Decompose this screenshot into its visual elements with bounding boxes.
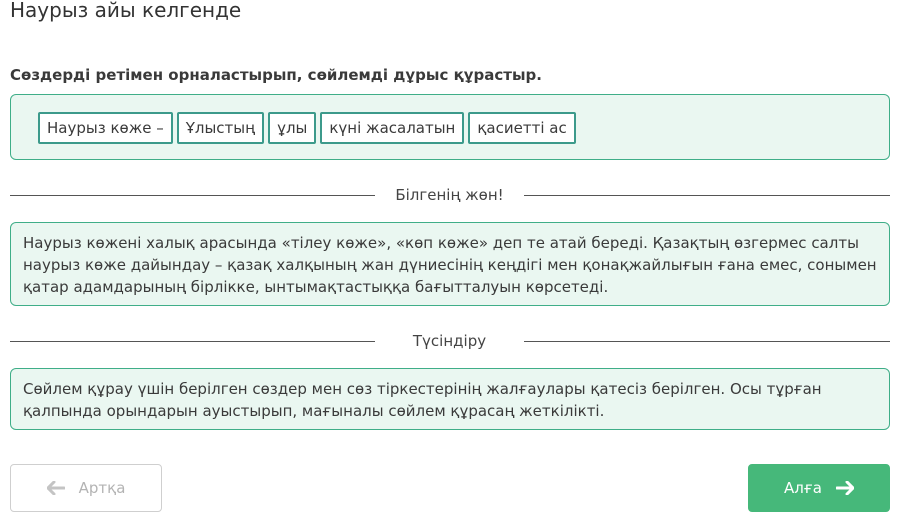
word-chip[interactable]: ұлы <box>268 112 316 144</box>
knowledge-heading: Білгенің жөн! <box>395 186 504 204</box>
arrow-right-icon <box>836 481 854 495</box>
word-chip[interactable]: Ұлыстың <box>177 112 264 144</box>
back-button[interactable] <box>10 464 162 512</box>
divider-line <box>10 341 375 342</box>
next-button[interactable] <box>748 464 890 512</box>
explanation-divider <box>10 332 890 352</box>
divider-line <box>524 195 890 196</box>
word-chip[interactable]: күні жасалатын <box>320 112 464 144</box>
arrow-left-icon <box>47 481 65 495</box>
page-title: Наурыз айы келгенде <box>10 0 242 22</box>
explanation-heading: Түсіндіру <box>412 332 487 350</box>
knowledge-box: Наурыз көжені халық арасында «тілеу көже», «көп көже» деп те атай береді. Қазақтың өзгермес салты наурыз көже дайындау – қазақ халқының жан дүниесінің кеңдігі мен қонақжайлығын ғана емес, сонымен қатар адамдарының бірлікке, ынтымақтастыққа бағытталуын көрсетеді. <box>10 222 890 306</box>
divider-line <box>10 195 375 196</box>
word-chip[interactable]: қасиетті ас <box>468 112 575 144</box>
word-chip[interactable]: Наурыз көже – <box>38 112 173 144</box>
divider-line <box>524 341 890 342</box>
answer-area <box>10 94 890 160</box>
knowledge-divider <box>10 186 890 206</box>
next-button-label: Алға <box>784 479 822 497</box>
task-instruction: Сөздерді ретімен орналастырып, сөйлемді дұрыс құрастыр. <box>10 66 542 84</box>
explanation-box: Сөйлем құрау үшін берілген сөздер мен сөз тіркестерінің жалғаулары қатесіз берілген. Осы тұрған қалпында орындарын ауыстырып, мағыналы сөйлем құрасаң жеткілікті. <box>10 368 890 430</box>
back-button-label: Артқа <box>78 479 126 497</box>
